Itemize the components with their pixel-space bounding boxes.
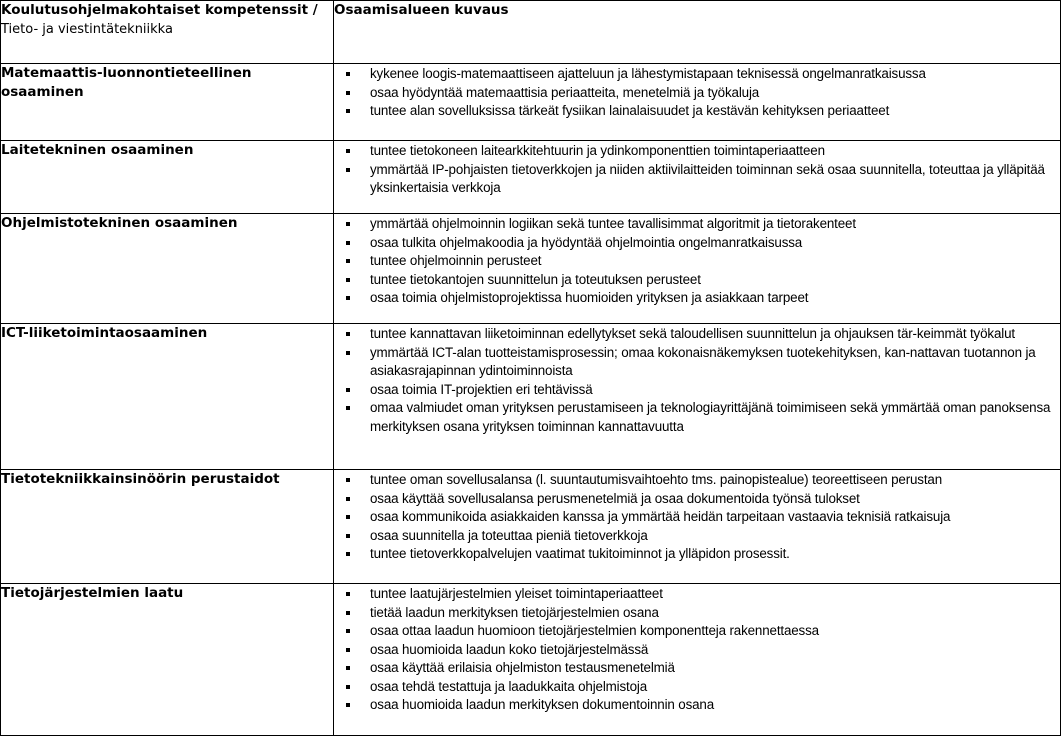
list-item bbox=[334, 678, 1052, 697]
list-item-text: osaa tehdä testattuja ja laadukkaita ohjelmistoja bbox=[370, 678, 648, 694]
list-item-text: tuntee tietokoneen laitearkkitehtuurin ja ydinkomponenttien toimintaperiaatteen bbox=[370, 143, 825, 158]
competence-area-label: Matemaattis-luonnontieteellinen osaaminen bbox=[1, 65, 252, 100]
list-item-text: osaa huomioida laadun koko tietojärjestelmässä bbox=[370, 641, 649, 657]
list-item bbox=[334, 696, 1052, 715]
list-item-text: ymmärtää ICT-alan tuotteistamisprosessin; omaa kokonaisnäkemyksen tuotekehityksen, kan-nattavan tuotannon ja asiakasrajapinnan ydintoiminnoista bbox=[370, 344, 1036, 378]
competence-area-cell bbox=[1, 64, 334, 141]
square-bullet-icon bbox=[346, 351, 350, 355]
competence-area-cell bbox=[1, 584, 334, 736]
list-item bbox=[334, 215, 1052, 234]
competence-area-label: ICT-liiketoimintaosaaminen bbox=[1, 325, 208, 341]
square-bullet-icon bbox=[346, 497, 350, 501]
list-item-text: osaa toimia ohjelmistoprojektissa huomioiden yrityksen ja asiakkaan tarpeet bbox=[370, 290, 809, 305]
square-bullet-icon bbox=[346, 72, 350, 76]
list-item-text: kykenee loogis-matemaattiseen ajatteluun ja lähestymistapaan teknisessä ongelmanratkaisussa bbox=[370, 66, 926, 81]
list-item-text: tuntee laatujärjestelmien yleiset toimintaperiaatteet bbox=[370, 586, 663, 601]
header-description-cell bbox=[334, 1, 1061, 64]
list-item bbox=[334, 271, 1052, 290]
competence-area-cell bbox=[1, 324, 334, 470]
competence-area-cell bbox=[1, 141, 334, 214]
square-bullet-icon bbox=[346, 592, 350, 596]
competence-area-cell bbox=[1, 214, 334, 324]
square-bullet-icon bbox=[346, 91, 350, 95]
list-item bbox=[334, 289, 1052, 308]
list-item bbox=[334, 604, 1052, 623]
list-item bbox=[334, 527, 1052, 546]
square-bullet-icon bbox=[346, 168, 350, 172]
square-bullet-icon bbox=[346, 629, 350, 633]
header-program-name: Tieto- ja viestintätekniikka bbox=[1, 22, 173, 37]
square-bullet-icon bbox=[346, 222, 350, 226]
competence-area-label: Tietotekniikkainsinöörin perustaidot bbox=[1, 471, 280, 487]
list-item bbox=[334, 622, 1052, 641]
list-item bbox=[334, 234, 1052, 253]
competence-bullet-list bbox=[334, 64, 1060, 121]
square-bullet-icon bbox=[346, 278, 350, 282]
list-item bbox=[334, 161, 1052, 198]
list-item-text: omaa valmiudet oman yrityksen perustamiseen ja teknologiayrittäjänä toimimiseen sekä ymmärtää oman panoksensa merkityksen osana yrityksen toiminnan kannattavuutta bbox=[370, 400, 1051, 434]
list-item bbox=[334, 381, 1052, 400]
list-item-text: osaa toimia IT-projektien eri tehtävissä bbox=[370, 381, 593, 397]
square-bullet-icon bbox=[346, 515, 350, 519]
square-bullet-icon bbox=[346, 666, 350, 670]
square-bullet-icon bbox=[346, 388, 350, 392]
square-bullet-icon bbox=[346, 685, 350, 689]
square-bullet-icon bbox=[346, 241, 350, 245]
list-item-text: ymmärtää IP-pohjaisten tietoverkkojen ja niiden aktiivilaitteiden toiminnan sekä osaa suunnitella, toteuttaa ja ylläpitää yksinkertaisia verkkoja bbox=[370, 161, 1045, 195]
table-row bbox=[1, 64, 1061, 141]
header-competences-label: Koulutusohjelmakohtaiset kompetenssit / bbox=[1, 2, 318, 18]
competence-description-cell bbox=[334, 584, 1061, 736]
list-item-text: tuntee tietokantojen suunnittelun ja toteutuksen perusteet bbox=[370, 271, 701, 287]
list-item-text: osaa kommunikoida asiakkaiden kanssa ja ymmärtää heidän tarpeitaan vastaavia teknisiä ratkaisuja bbox=[370, 509, 951, 524]
competence-bullet-list bbox=[334, 470, 1060, 564]
competence-area-label: Laitetekninen osaaminen bbox=[1, 142, 194, 158]
list-item-text: osaa käyttää erilaisia ohjelmiston testausmenetelmiä bbox=[370, 660, 675, 675]
list-item bbox=[334, 252, 1052, 271]
list-item bbox=[334, 325, 1052, 344]
square-bullet-icon bbox=[346, 109, 350, 113]
square-bullet-icon bbox=[346, 703, 350, 707]
list-item bbox=[334, 641, 1052, 660]
list-item bbox=[334, 142, 1052, 161]
list-item bbox=[334, 490, 1052, 509]
list-item-text: osaa hyödyntää matemaattisia periaatteita, menetelmiä ja työkaluja bbox=[370, 84, 760, 100]
list-item-text: tuntee alan sovelluksissa tärkeät fysiikan lainalaisuudet ja kestävän kehityksen periaatteet bbox=[370, 103, 890, 118]
header-description-label: Osaamisalueen kuvaus bbox=[334, 2, 509, 18]
square-bullet-icon bbox=[346, 296, 350, 300]
square-bullet-icon bbox=[346, 648, 350, 652]
competence-bullet-list bbox=[334, 584, 1060, 715]
competence-bullet-list bbox=[334, 214, 1060, 308]
competence-area-cell bbox=[1, 470, 334, 584]
list-item bbox=[334, 399, 1052, 436]
list-item bbox=[334, 344, 1052, 381]
competence-area-label: Ohjelmistotekninen osaaminen bbox=[1, 215, 238, 231]
list-item bbox=[334, 102, 1052, 121]
square-bullet-icon bbox=[346, 534, 350, 538]
table-row bbox=[1, 141, 1061, 214]
square-bullet-icon bbox=[346, 552, 350, 556]
competence-area-label: Tietojärjestelmien laatu bbox=[1, 585, 184, 601]
square-bullet-icon bbox=[346, 478, 350, 482]
competence-description-cell bbox=[334, 214, 1061, 324]
square-bullet-icon bbox=[346, 332, 350, 336]
table-row bbox=[1, 324, 1061, 470]
competence-bullet-list bbox=[334, 324, 1060, 436]
square-bullet-icon bbox=[346, 149, 350, 153]
list-item-text: osaa tulkita ohjelmakoodia ja hyödyntää ohjelmointia ongelmanratkaisussa bbox=[370, 234, 803, 250]
list-item-text: osaa huomioida laadun merkityksen dokumentoinnin osana bbox=[370, 697, 714, 712]
list-item-text: osaa ottaa laadun huomioon tietojärjestelmien komponentteja rakennettaessa bbox=[370, 623, 819, 638]
square-bullet-icon bbox=[346, 406, 350, 410]
table-row bbox=[1, 214, 1061, 324]
list-item-text: tuntee kannattavan liiketoiminnan edellytykset sekä taloudellisen suunnittelun ja ohjauksen tär-keimmät työkalut bbox=[370, 326, 1015, 341]
table-row bbox=[1, 470, 1061, 584]
table-row bbox=[1, 584, 1061, 736]
list-item bbox=[334, 508, 1052, 527]
competence-bullet-list bbox=[334, 141, 1060, 198]
square-bullet-icon bbox=[346, 611, 350, 615]
table-header-row bbox=[1, 1, 1061, 64]
list-item-text: tuntee tietoverkkopalvelujen vaatimat tukitoiminnot ja ylläpidon prosessit. bbox=[370, 546, 790, 561]
competence-description-cell bbox=[334, 470, 1061, 584]
competence-description-cell bbox=[334, 64, 1061, 141]
competence-description-cell bbox=[334, 141, 1061, 214]
list-item-text: ymmärtää ohjelmoinnin logiikan sekä tuntee tavallisimmat algoritmit ja tietorakenteet bbox=[370, 216, 856, 231]
list-item-text: osaa suunnitella ja toteuttaa pieniä tietoverkkoja bbox=[370, 527, 648, 543]
list-item bbox=[334, 545, 1052, 564]
square-bullet-icon bbox=[346, 259, 350, 263]
list-item-text: tuntee ohjelmoinnin perusteet bbox=[370, 253, 542, 268]
list-item bbox=[334, 659, 1052, 678]
list-item bbox=[334, 84, 1052, 103]
list-item-text: tuntee oman sovellusalansa (l. suuntautumisvaihtoehto tms. painopistealue) teoreettiseen perustan bbox=[370, 472, 943, 487]
list-item bbox=[334, 585, 1052, 604]
list-item bbox=[334, 65, 1052, 84]
competence-description-cell bbox=[334, 324, 1061, 470]
list-item-text: osaa käyttää sovellusalansa perusmenetelmiä ja osaa dokumentoida työnsä tulokset bbox=[370, 490, 860, 506]
list-item-text: tietää laadun merkityksen tietojärjestelmien osana bbox=[370, 604, 659, 620]
list-item bbox=[334, 471, 1052, 490]
header-competences-cell bbox=[1, 1, 334, 64]
